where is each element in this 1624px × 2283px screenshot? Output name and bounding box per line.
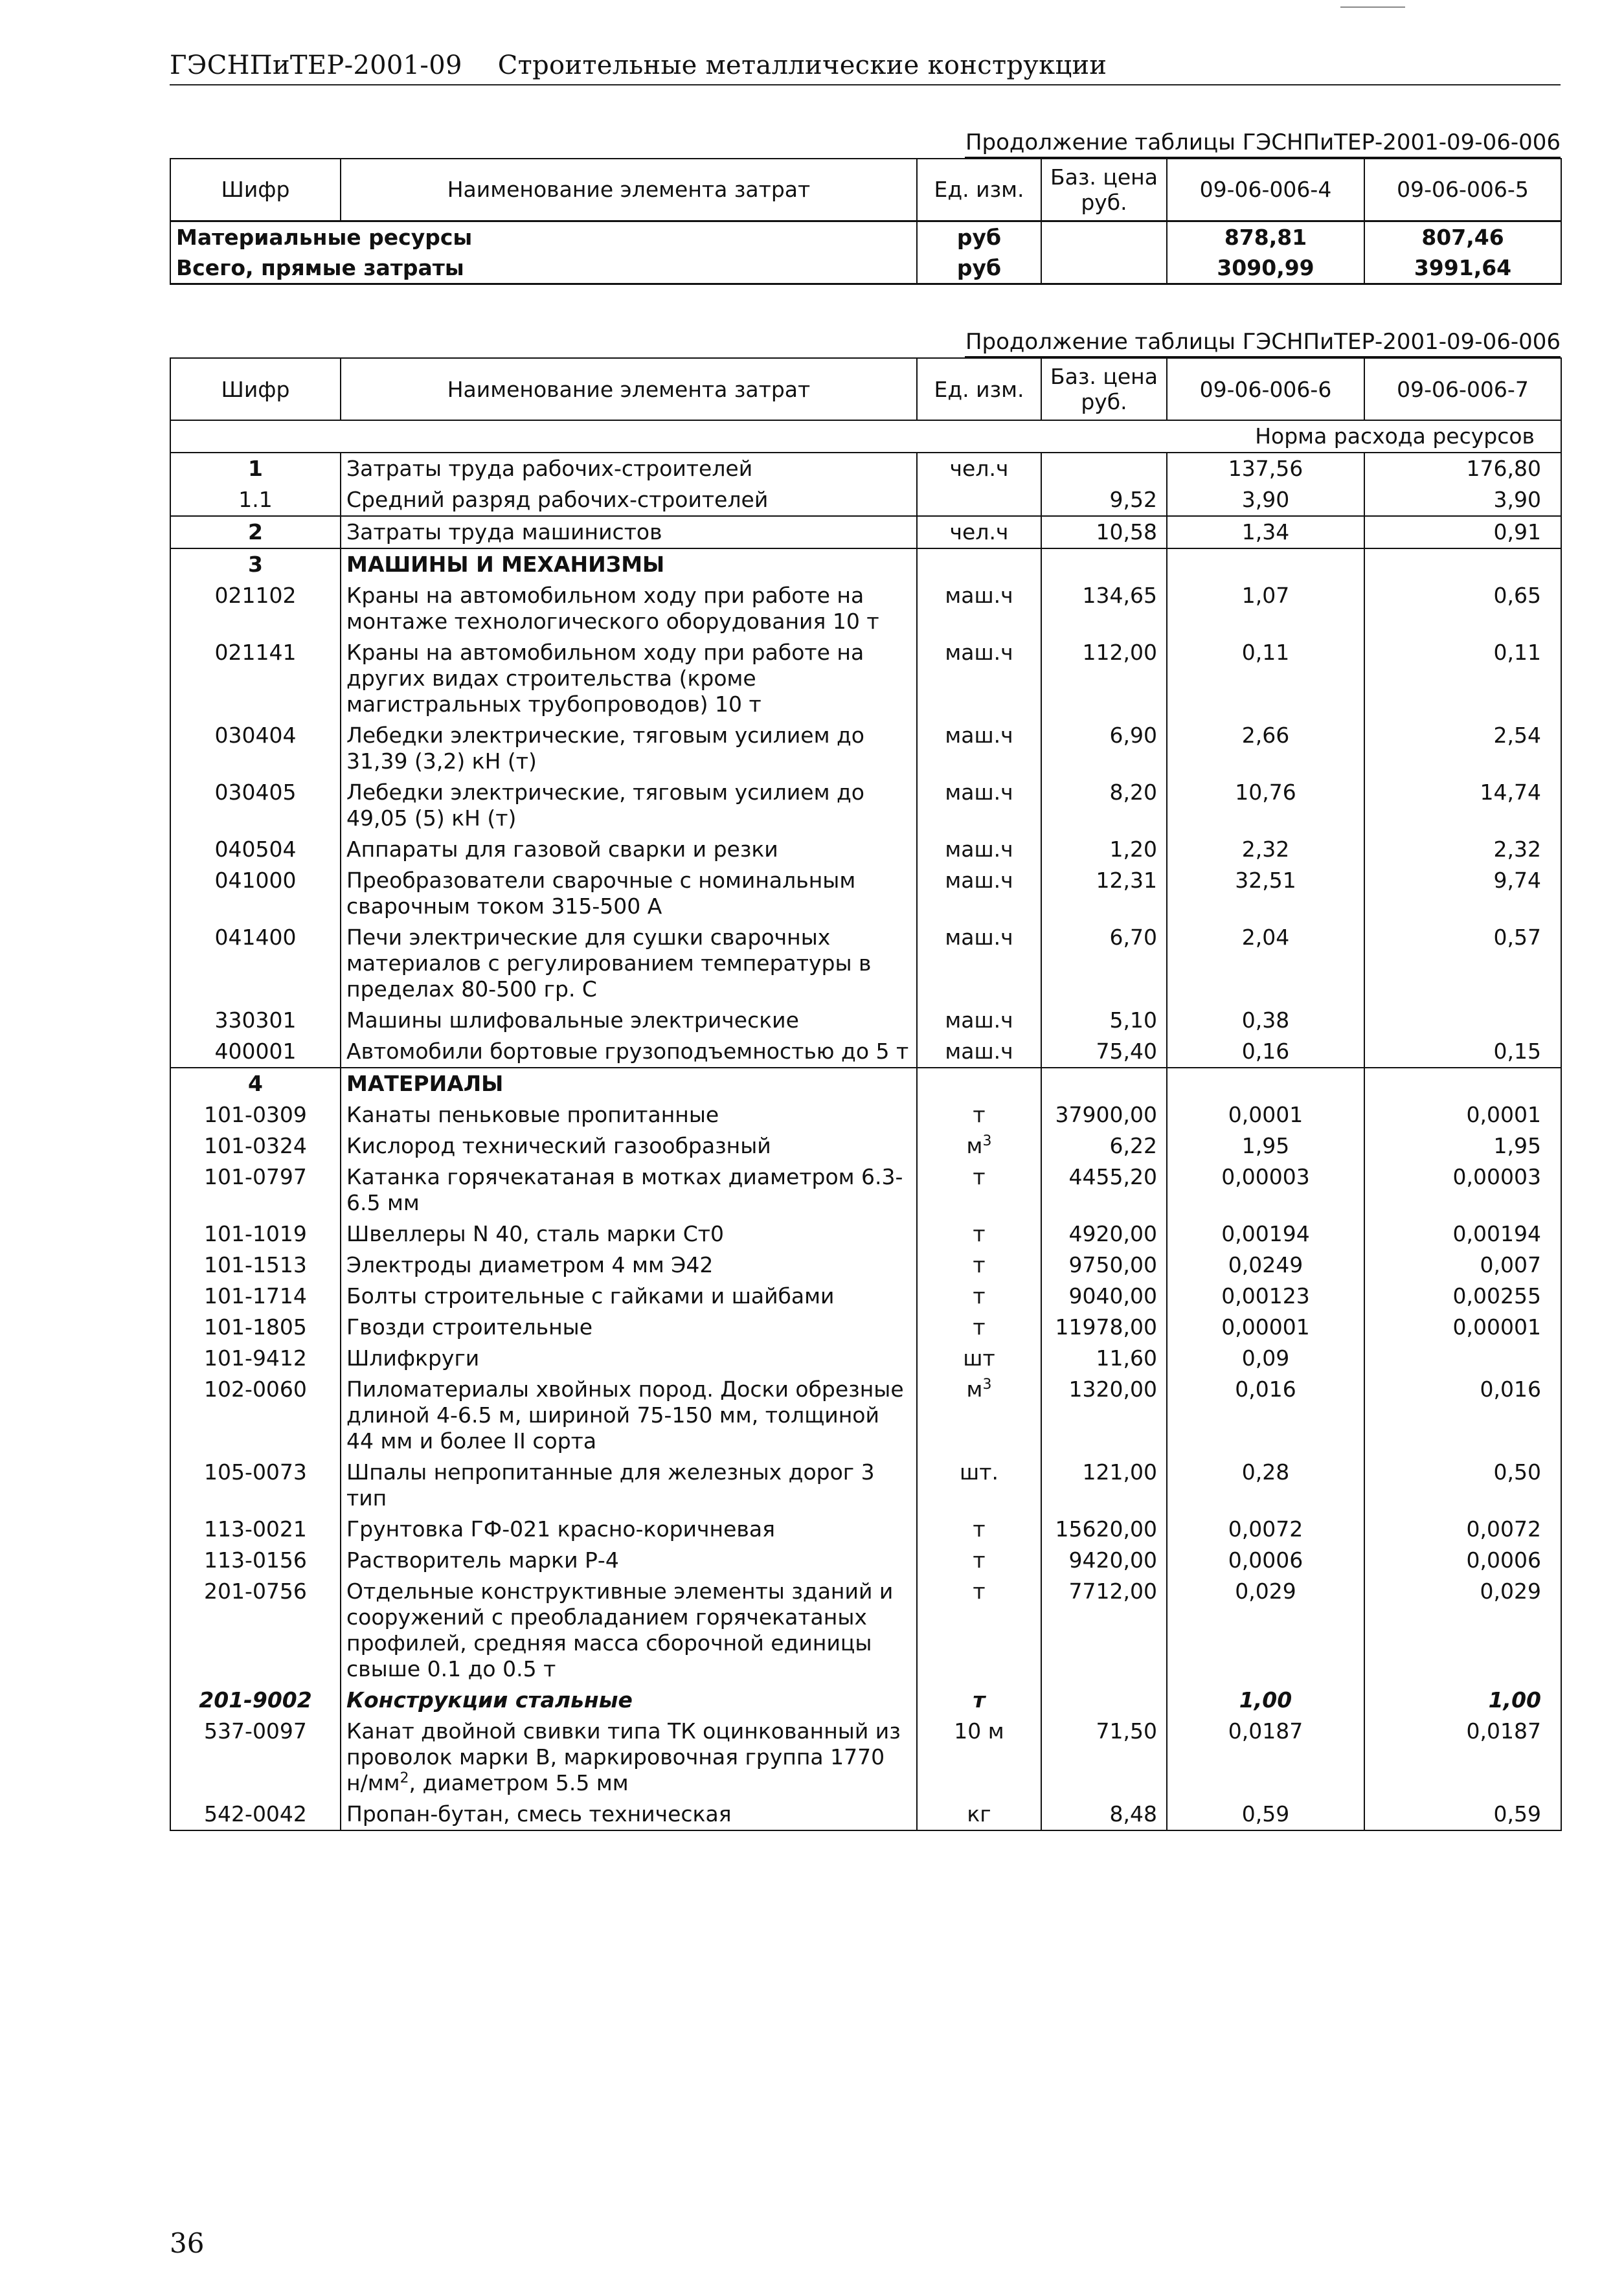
cell-price: 5,10: [1041, 1005, 1167, 1036]
th-col2: 09-06-006-5: [1364, 159, 1561, 221]
cell-unit: маш.ч: [917, 580, 1041, 637]
cell-code: 542-0042: [170, 1799, 341, 1830]
cell-unit: т: [917, 1514, 1041, 1545]
cell-name: Преобразователи сварочные с номинальным сварочным током 315-500 А: [341, 865, 917, 922]
cell-price: 8,48: [1041, 1799, 1167, 1830]
cell-v1: 32,51: [1167, 865, 1364, 922]
cell-v1: 0,09: [1167, 1343, 1364, 1374]
cell-v1: 0,0006: [1167, 1545, 1364, 1576]
resource-rows: [170, 453, 1561, 1830]
cell-v1: 0,59: [1167, 1799, 1364, 1830]
cell-unit: т: [917, 1219, 1041, 1250]
cell-code: 101-0797: [170, 1162, 341, 1219]
th-col2: 09-06-006-7: [1364, 358, 1561, 420]
table-row: [170, 865, 1561, 922]
cell-price: 37900,00: [1041, 1099, 1167, 1130]
cell-v2: 3,90: [1364, 484, 1561, 516]
table-row: [170, 1036, 1561, 1068]
cell-price: 134,65: [1041, 580, 1167, 637]
cell-name: Грунтовка ГФ-021 красно-коричневая: [341, 1514, 917, 1545]
cell-v2: 807,46: [1364, 221, 1561, 253]
cell-price: 9420,00: [1041, 1545, 1167, 1576]
cell-unit: т: [917, 1162, 1041, 1219]
table2-caption: Продолжение таблицы ГЭСНПиТЕР-2001-09-06-006: [965, 329, 1561, 357]
norm-label: Норма расхода ресурсов: [170, 420, 1561, 453]
cell-code: 102-0060: [170, 1374, 341, 1457]
cell-name: Краны на автомобильном ходу при работе на других видах строительства (кроме магистральных трубопроводов) 10 т: [341, 637, 917, 720]
cell-name: Шлифкруги: [341, 1343, 917, 1374]
table-row: [170, 1005, 1561, 1036]
cell-code: 101-1805: [170, 1312, 341, 1343]
cell-price: [1041, 1068, 1167, 1099]
cell-v1: 3,90: [1167, 484, 1364, 516]
unit-text: $м^3$: [966, 1133, 992, 1158]
cell-price: 11,60: [1041, 1343, 1167, 1374]
cell-code: 040504: [170, 834, 341, 865]
table-row: [170, 1716, 1561, 1799]
cell-v2: 2,54: [1364, 720, 1561, 777]
cell-unit: [917, 1130, 1041, 1162]
cell-code: 101-1513: [170, 1250, 341, 1281]
cell-v2: 0,57: [1364, 922, 1561, 1005]
cell-v1: 0,0249: [1167, 1250, 1364, 1281]
cell-v1: 3090,99: [1167, 253, 1364, 284]
cell-code: 201-0756: [170, 1576, 341, 1685]
table-row: [170, 221, 1561, 253]
cell-v1: 0,0001: [1167, 1099, 1364, 1130]
cell-unit: маш.ч: [917, 1005, 1041, 1036]
cell-name: Всего, прямые затраты: [170, 253, 917, 284]
cell-unit: [917, 548, 1041, 580]
cell-name: Лебедки электрические, тяговым усилием до 49,05 (5) кН (т): [341, 777, 917, 834]
norm-row: [170, 420, 1561, 453]
cell-name: Пиломатериалы хвойных пород. Доски обрезные длиной 4-6.5 м, шириной 75-150 мм, толщиной 44 мм и более II сорта: [341, 1374, 917, 1457]
cell-v1: 137,56: [1167, 453, 1364, 484]
cell-code: 400001: [170, 1036, 341, 1068]
th-code: Шифр: [170, 159, 341, 221]
cell-unit: т: [917, 1099, 1041, 1130]
cell-price: [1041, 548, 1167, 580]
cell-unit: т: [917, 1545, 1041, 1576]
cell-name: Болты строительные с гайками и шайбами: [341, 1281, 917, 1312]
cell-price: 9040,00: [1041, 1281, 1167, 1312]
cell-v2: 3991,64: [1364, 253, 1561, 284]
cell-price: 1,20: [1041, 834, 1167, 865]
cell-name: Лебедки электрические, тяговым усилием до 31,39 (3,2) кН (т): [341, 720, 917, 777]
cell-price: 6,90: [1041, 720, 1167, 777]
cell-code: 021141: [170, 637, 341, 720]
cell-price: 7712,00: [1041, 1576, 1167, 1685]
cell-v2: 0,50: [1364, 1457, 1561, 1514]
cell-unit: маш.ч: [917, 865, 1041, 922]
cell-price: 12,31: [1041, 865, 1167, 922]
cell-name: Машины шлифовальные электрические: [341, 1005, 917, 1036]
header-rule: [170, 84, 1561, 85]
cell-code: 4: [170, 1068, 341, 1099]
cell-unit: [917, 484, 1041, 516]
cell-v1: [1167, 1068, 1364, 1099]
cell-price: [1041, 1685, 1167, 1716]
th-unit: Ед. изм.: [917, 159, 1041, 221]
cell-unit: маш.ч: [917, 834, 1041, 865]
cell-price: 121,00: [1041, 1457, 1167, 1514]
cell-code: 041400: [170, 922, 341, 1005]
table-totals: [170, 158, 1562, 285]
header-code: ГЭСНПиТЕР-2001-09: [170, 51, 462, 80]
cell-v1: 0,0072: [1167, 1514, 1364, 1545]
cell-name: Канат двойной свивки типа ТК оцинкованный из проволок марки В, маркировочная группа 1770 $н/мм^2$, диаметром 5.5 мм: [341, 1716, 917, 1799]
cell-v1: 0,11: [1167, 637, 1364, 720]
cell-unit: руб: [917, 221, 1041, 253]
table-row: [170, 1343, 1561, 1374]
cell-v2: 0,00194: [1364, 1219, 1561, 1250]
cell-v2: 0,00255: [1364, 1281, 1561, 1312]
cell-price: 8,20: [1041, 777, 1167, 834]
cell-code: 101-0309: [170, 1099, 341, 1130]
cell-v2: 0,15: [1364, 1036, 1561, 1068]
cell-code: 330301: [170, 1005, 341, 1036]
th-price: Баз. цена руб.: [1041, 358, 1167, 420]
cell-v2: 0,00003: [1364, 1162, 1561, 1219]
cell-v1: 1,07: [1167, 580, 1364, 637]
cell-name: Средний разряд рабочих-строителей: [341, 484, 917, 516]
cell-price: 15620,00: [1041, 1514, 1167, 1545]
th-unit: Ед. изм.: [917, 358, 1041, 420]
table-row: [170, 1130, 1561, 1162]
cell-unit: 10 м: [917, 1716, 1041, 1799]
cell-unit: т: [917, 1312, 1041, 1343]
cell-name: Затраты труда машинистов: [341, 516, 917, 548]
cell-v1: 1,34: [1167, 516, 1364, 548]
cell-name: Отдельные конструктивные элементы зданий и сооружений с преобладанием горячекатаных профилей, средняя масса сборочной единицы свыше 0.1 до 0.5 т: [341, 1576, 917, 1685]
table-row: [170, 1312, 1561, 1343]
cell-code: 537-0097: [170, 1716, 341, 1799]
cell-price: 11978,00: [1041, 1312, 1167, 1343]
cell-v2: 0,91: [1364, 516, 1561, 548]
cell-unit: шт.: [917, 1457, 1041, 1514]
table-row: [170, 1514, 1561, 1545]
table-row: [170, 777, 1561, 834]
th-name: Наименование элемента затрат: [341, 159, 917, 221]
cell-code: 201-9002: [170, 1685, 341, 1716]
running-header: [170, 51, 1107, 80]
table-row: [170, 1162, 1561, 1219]
cell-v1: [1167, 548, 1364, 580]
cell-code: 101-0324: [170, 1130, 341, 1162]
cell-name: Пропан-бутан, смесь техническая: [341, 1799, 917, 1830]
table-row: [170, 1250, 1561, 1281]
header-title: Строительные металлические конструкции: [497, 51, 1107, 80]
cell-price: 75,40: [1041, 1036, 1167, 1068]
cell-name: Автомобили бортовые грузоподъемностью до 5 т: [341, 1036, 917, 1068]
cell-name: Печи электрические для сушки сварочных материалов с регулированием температуры в пределах 80-500 гр. С: [341, 922, 917, 1005]
cell-v2: 0,007: [1364, 1250, 1561, 1281]
table-row: [170, 516, 1561, 548]
cell-v1: 0,38: [1167, 1005, 1364, 1036]
cell-v2: 14,74: [1364, 777, 1561, 834]
th-col1: 09-06-006-6: [1167, 358, 1364, 420]
cell-price: 1320,00: [1041, 1374, 1167, 1457]
cell-unit: кг: [917, 1799, 1041, 1830]
cell-v2: 0,0187: [1364, 1716, 1561, 1799]
table-row: [170, 922, 1561, 1005]
cell-unit: [917, 1068, 1041, 1099]
cell-unit: маш.ч: [917, 720, 1041, 777]
unit-text: $м^3$: [966, 1377, 992, 1402]
cell-price: 9750,00: [1041, 1250, 1167, 1281]
table-row: [170, 1545, 1561, 1576]
table-row: [170, 1068, 1561, 1099]
cell-unit: маш.ч: [917, 1036, 1041, 1068]
cell-price: 71,50: [1041, 1716, 1167, 1799]
table-row: [170, 484, 1561, 516]
cell-name: Затраты труда рабочих-строителей: [341, 453, 917, 484]
cell-v2: 1,00: [1364, 1685, 1561, 1716]
cell-v1: 878,81: [1167, 221, 1364, 253]
cell-name: Канаты пеньковые пропитанные: [341, 1099, 917, 1130]
cell-unit: маш.ч: [917, 922, 1041, 1005]
cell-v1: 0,00123: [1167, 1281, 1364, 1312]
table-row: [170, 1457, 1561, 1514]
cell-code: 101-9412: [170, 1343, 341, 1374]
th-code: Шифр: [170, 358, 341, 420]
cell-v1: 0,28: [1167, 1457, 1364, 1514]
cell-v1: 0,0187: [1167, 1716, 1364, 1799]
cell-v2: [1364, 1343, 1561, 1374]
table-row: [170, 834, 1561, 865]
table1-caption: Продолжение таблицы ГЭСНПиТЕР-2001-09-06-006: [965, 129, 1561, 158]
cell-code: 105-0073: [170, 1457, 341, 1514]
cell-v2: 9,74: [1364, 865, 1561, 922]
cell-v2: 0,0006: [1364, 1545, 1561, 1576]
cell-code: 101-1019: [170, 1219, 341, 1250]
cell-v1: 10,76: [1167, 777, 1364, 834]
cell-v1: 0,016: [1167, 1374, 1364, 1457]
table-row: [170, 1099, 1561, 1130]
cell-name: Кислород технический газообразный: [341, 1130, 917, 1162]
cell-name: Краны на автомобильном ходу при работе на монтаже технологического оборудования 10 т: [341, 580, 917, 637]
th-price: Баз. цена руб.: [1041, 159, 1167, 221]
cell-unit: руб: [917, 253, 1041, 284]
cell-name: Растворитель марки Р-4: [341, 1545, 917, 1576]
table-row: [170, 637, 1561, 720]
cell-unit: [917, 1374, 1041, 1457]
cell-name: Катанка горячекатаная в мотках диаметром 6.3-6.5 мм: [341, 1162, 917, 1219]
cell-price: [1041, 221, 1167, 253]
cell-code: 030404: [170, 720, 341, 777]
cell-price: 6,70: [1041, 922, 1167, 1005]
cell-unit: шт: [917, 1343, 1041, 1374]
cell-unit: чел.ч: [917, 453, 1041, 484]
cell-name: Электроды диаметром 4 мм Э42: [341, 1250, 917, 1281]
cell-v2: 0,016: [1364, 1374, 1561, 1457]
table-resources: [170, 357, 1562, 1831]
cell-price: 6,22: [1041, 1130, 1167, 1162]
cell-name: Конструкции стальные: [341, 1685, 917, 1716]
page-number: 36: [170, 2227, 205, 2259]
cell-v1: 2,04: [1167, 922, 1364, 1005]
cell-v1: 2,32: [1167, 834, 1364, 865]
scan-mark: [1340, 6, 1405, 8]
cell-v2: [1364, 1005, 1561, 1036]
cell-price: 9,52: [1041, 484, 1167, 516]
table-row: [170, 1685, 1561, 1716]
cell-code: 041000: [170, 865, 341, 922]
cell-price: [1041, 253, 1167, 284]
cell-v1: 2,66: [1167, 720, 1364, 777]
cell-unit: маш.ч: [917, 777, 1041, 834]
cell-unit: т: [917, 1281, 1041, 1312]
cell-v1: 1,00: [1167, 1685, 1364, 1716]
cell-price: 4455,20: [1041, 1162, 1167, 1219]
cell-unit: т: [917, 1576, 1041, 1685]
cell-v1: 0,00001: [1167, 1312, 1364, 1343]
cell-v2: 2,32: [1364, 834, 1561, 865]
cell-code: 3: [170, 548, 341, 580]
cell-name: Гвозди строительные: [341, 1312, 917, 1343]
cell-price: 10,58: [1041, 516, 1167, 548]
table-row: [170, 453, 1561, 484]
cell-v2: [1364, 1068, 1561, 1099]
table-row: [170, 548, 1561, 580]
th-name: Наименование элемента затрат: [341, 358, 917, 420]
cell-unit: т: [917, 1685, 1041, 1716]
cell-v1: 0,00194: [1167, 1219, 1364, 1250]
cell-name: Шпалы непропитанные для железных дорог 3 тип: [341, 1457, 917, 1514]
cell-code: 1.1: [170, 484, 341, 516]
cell-name: Материальные ресурсы: [170, 221, 917, 253]
table-row: [170, 253, 1561, 284]
cell-code: 113-0021: [170, 1514, 341, 1545]
cell-v2: 0,59: [1364, 1799, 1561, 1830]
table-row: [170, 1219, 1561, 1250]
cell-code: 1: [170, 453, 341, 484]
cell-v2: 176,80: [1364, 453, 1561, 484]
cell-v2: [1364, 548, 1561, 580]
table-row: [170, 1374, 1561, 1457]
cell-v2: 0,00001: [1364, 1312, 1561, 1343]
cell-v2: 0,0072: [1364, 1514, 1561, 1545]
cell-price: 4920,00: [1041, 1219, 1167, 1250]
cell-name: Швеллеры N 40, сталь марки Ст0: [341, 1219, 917, 1250]
table-row: [170, 720, 1561, 777]
table-row: [170, 1281, 1561, 1312]
table-row: [170, 580, 1561, 637]
cell-unit: чел.ч: [917, 516, 1041, 548]
cell-v1: 1,95: [1167, 1130, 1364, 1162]
cell-price: [1041, 453, 1167, 484]
cell-code: 030405: [170, 777, 341, 834]
cell-v2: 0,029: [1364, 1576, 1561, 1685]
cell-name: МАШИНЫ И МЕХАНИЗМЫ: [341, 548, 917, 580]
cell-code: 2: [170, 516, 341, 548]
cell-price: 112,00: [1041, 637, 1167, 720]
cell-v2: 0,65: [1364, 580, 1561, 637]
cell-v1: 0,029: [1167, 1576, 1364, 1685]
cell-name: МАТЕРИАЛЫ: [341, 1068, 917, 1099]
cell-v2: 0,11: [1364, 637, 1561, 720]
th-col1: 09-06-006-4: [1167, 159, 1364, 221]
cell-unit: т: [917, 1250, 1041, 1281]
cell-v2: 1,95: [1364, 1130, 1561, 1162]
cell-v1: 0,16: [1167, 1036, 1364, 1068]
cell-code: 101-1714: [170, 1281, 341, 1312]
cell-name: Аппараты для газовой сварки и резки: [341, 834, 917, 865]
cell-code: 113-0156: [170, 1545, 341, 1576]
table-row: [170, 1576, 1561, 1685]
cell-v2: 0,0001: [1364, 1099, 1561, 1130]
cell-v1: 0,00003: [1167, 1162, 1364, 1219]
cell-code: 021102: [170, 580, 341, 637]
cell-unit: маш.ч: [917, 637, 1041, 720]
table-row: [170, 1799, 1561, 1830]
